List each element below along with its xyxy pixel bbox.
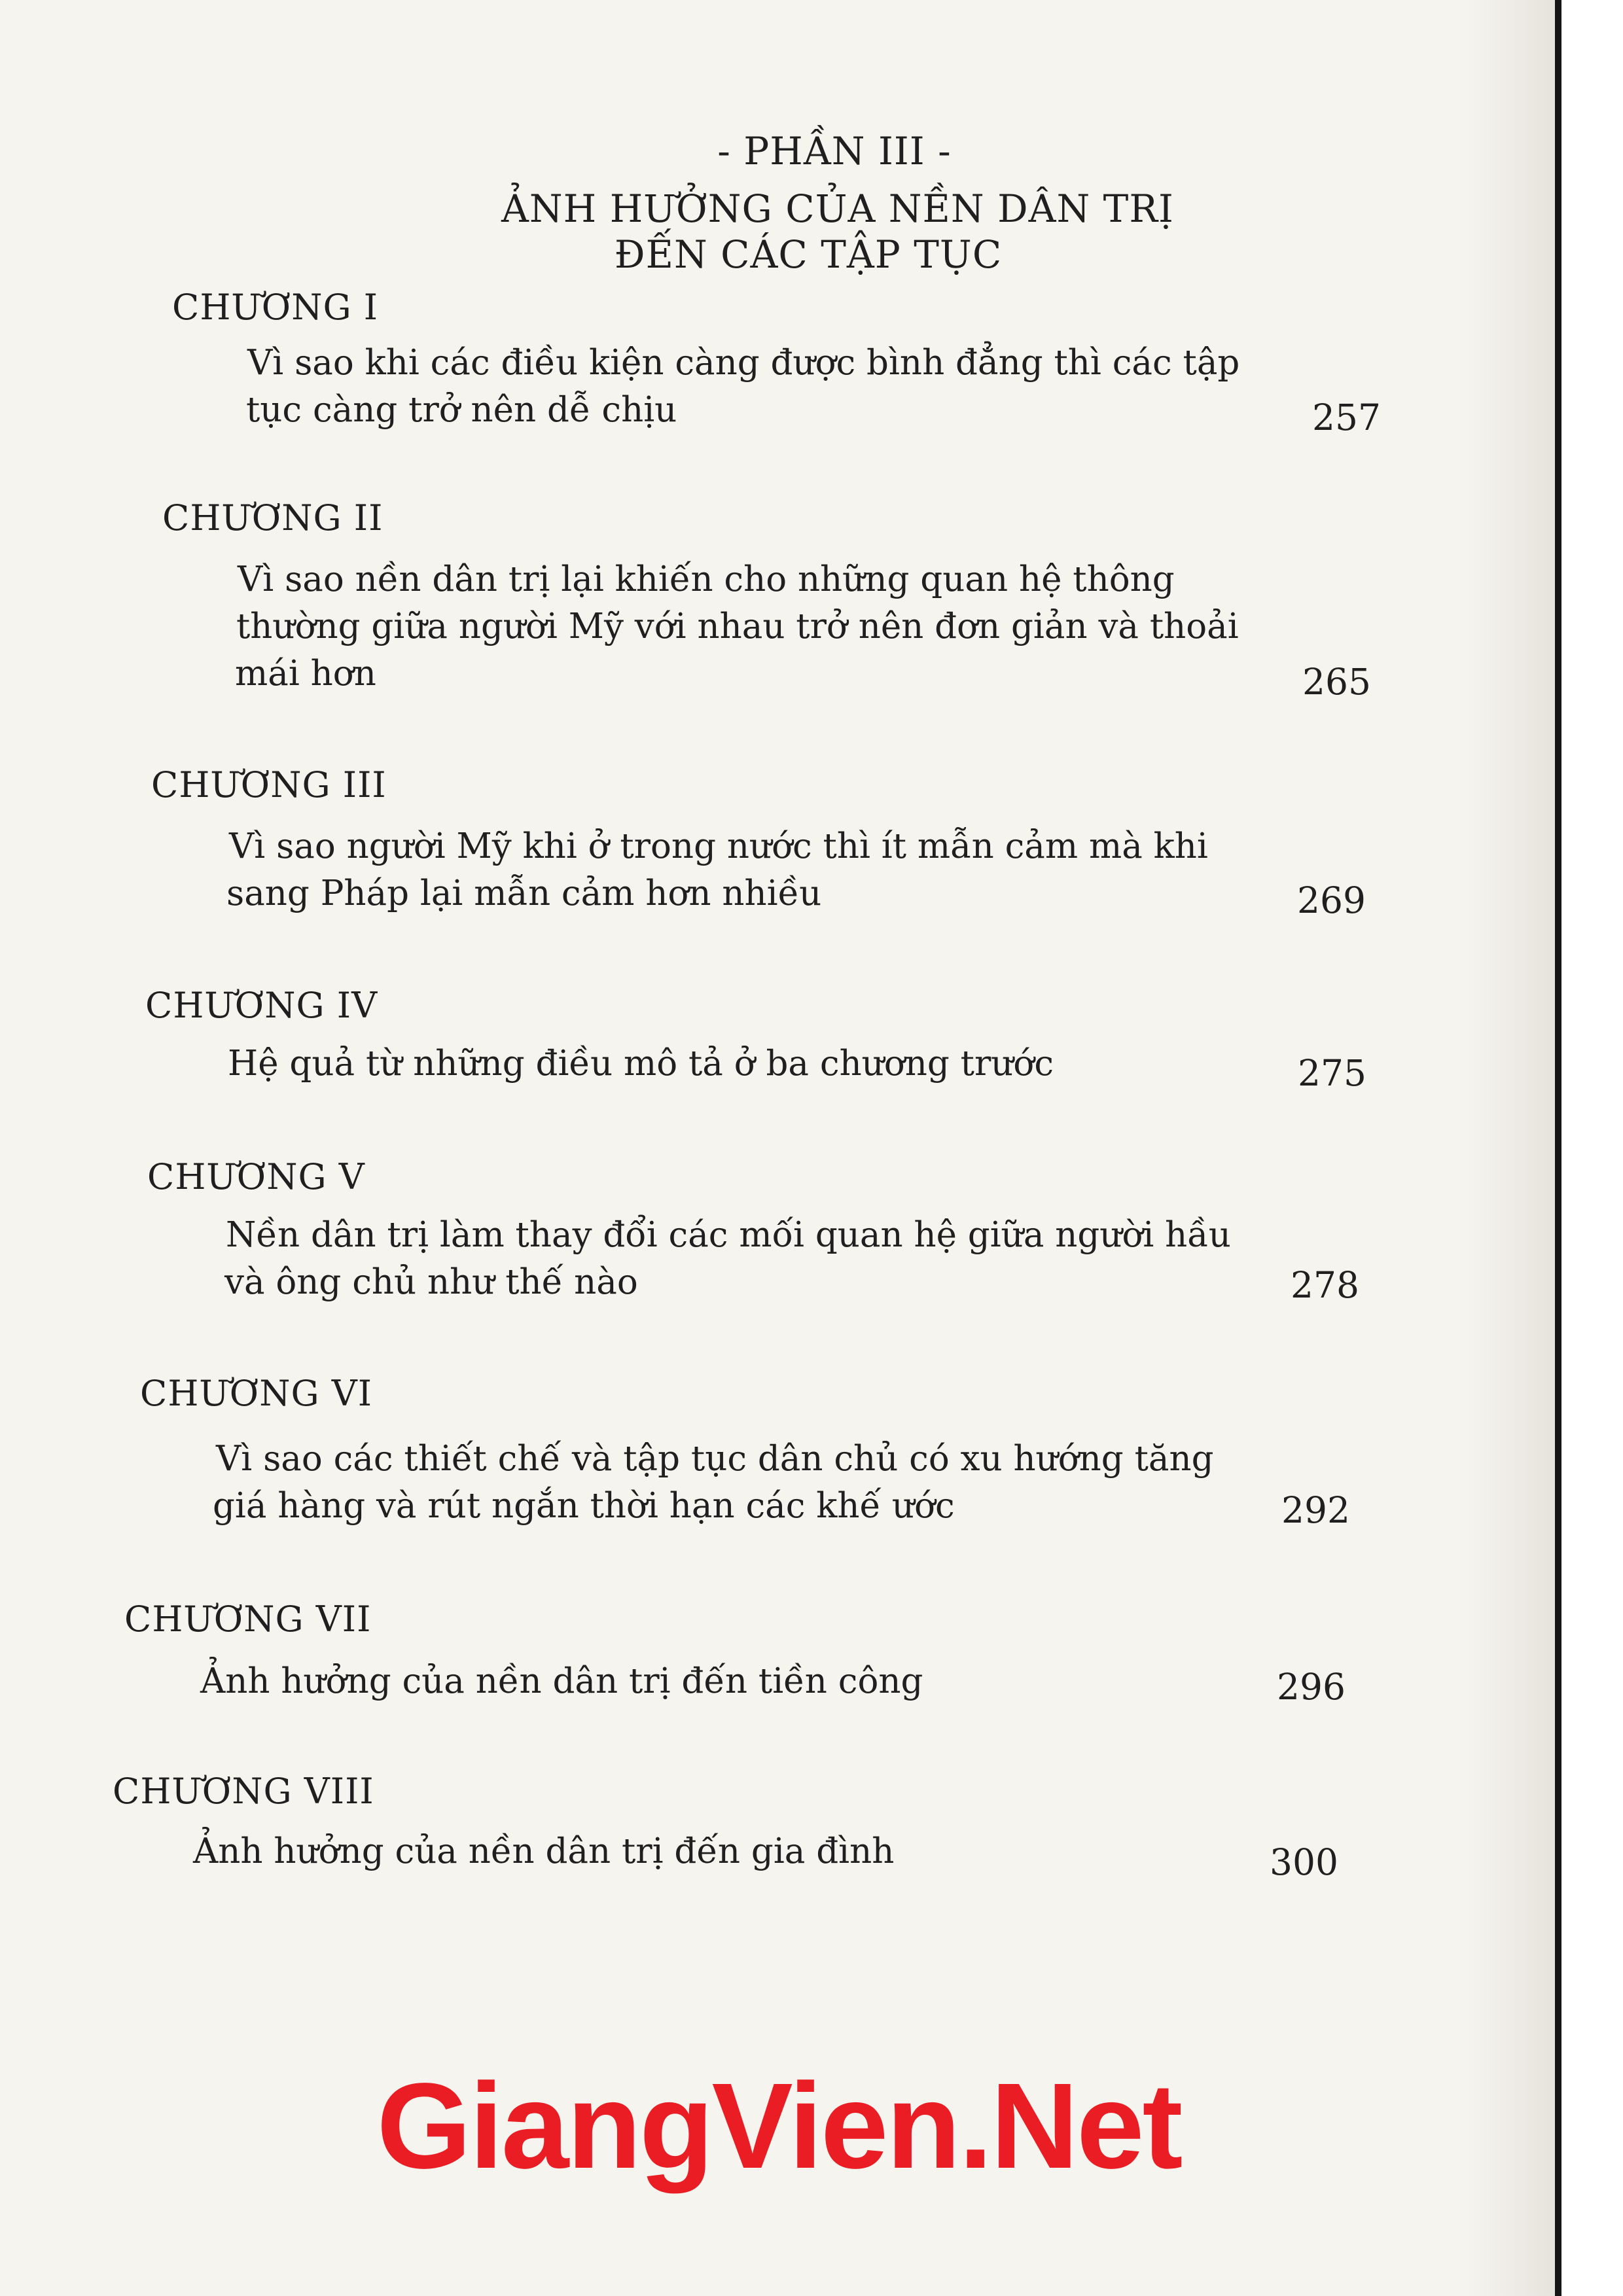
chapter-description-line: Hệ quả từ những điều mô tả ở ba chương trước [228,1044,1054,1084]
part-label: - PHẦN III - [717,129,952,173]
chapter-description-line: tục càng trở nên dễ chịu [246,390,677,430]
chapter-page-number: 275 [1298,1052,1366,1094]
chapter-description-line: Vì sao các thiết chế và tập tục dân chủ có xu hướng tăng [216,1439,1214,1479]
chapter-title: CHƯƠNG VII [124,1598,372,1640]
part-title-line-1: ẢNH HƯỞNG CỦA NỀN DÂN TRỊ [501,186,1174,231]
part-title-line-2: ĐẾN CÁC TẬP TỤC [614,232,1003,277]
chapter-title: CHƯƠNG II [162,497,383,539]
chapter-description-line: Nền dân trị làm thay đổi các mối quan hệ giữa người hầu [226,1215,1231,1255]
chapter-page-number: 278 [1291,1264,1359,1306]
chapter-page-number: 292 [1281,1489,1350,1531]
page-gutter-shadow [1466,0,1558,2296]
chapter-title: CHƯƠNG IV [145,985,378,1026]
chapter-page-number: 265 [1302,661,1371,703]
chapter-title: CHƯƠNG I [172,287,379,328]
chapter-description-line: Vì sao khi các điều kiện càng được bình đẳng thì các tập [247,343,1240,383]
chapter-page-number: 300 [1270,1841,1338,1883]
page-edge-shadow [1555,0,1561,2296]
chapter-description-line: và ông chủ như thế nào [224,1262,638,1302]
chapter-description-line: giá hàng và rút ngắn thời hạn các khế ước [213,1486,955,1526]
chapter-description-line: Vì sao nền dân trị lại khiến cho những quan hệ thông [238,559,1175,599]
chapter-description-line: Ảnh hưởng của nền dân trị đến gia đình [193,1831,895,1871]
scan-margin [1561,0,1623,2296]
chapter-title: CHƯƠNG VI [140,1373,373,1414]
chapter-title: CHƯƠNG III [151,764,387,805]
chapter-page-number: 269 [1297,879,1366,921]
site-watermark: GiangVien.Net [376,2058,1181,2194]
chapter-description-line: thường giữa người Mỹ với nhau trở nên đơn giản và thoải [236,607,1239,646]
chapter-title: CHƯƠNG V [147,1156,365,1197]
chapter-description-line: mái hơn [235,654,376,694]
chapter-description-line: Vì sao người Mỹ khi ở trong nước thì ít mẫn cảm mà khi [229,826,1208,866]
chapter-page-number: 296 [1277,1666,1346,1708]
chapter-page-number: 257 [1312,397,1381,438]
chapter-description-line: sang Pháp lại mẫn cảm hơn nhiều [226,874,822,913]
chapter-description-line: Ảnh hưởng của nền dân trị đến tiền công [200,1661,923,1701]
chapter-title: CHƯƠNG VIII [113,1771,374,1812]
